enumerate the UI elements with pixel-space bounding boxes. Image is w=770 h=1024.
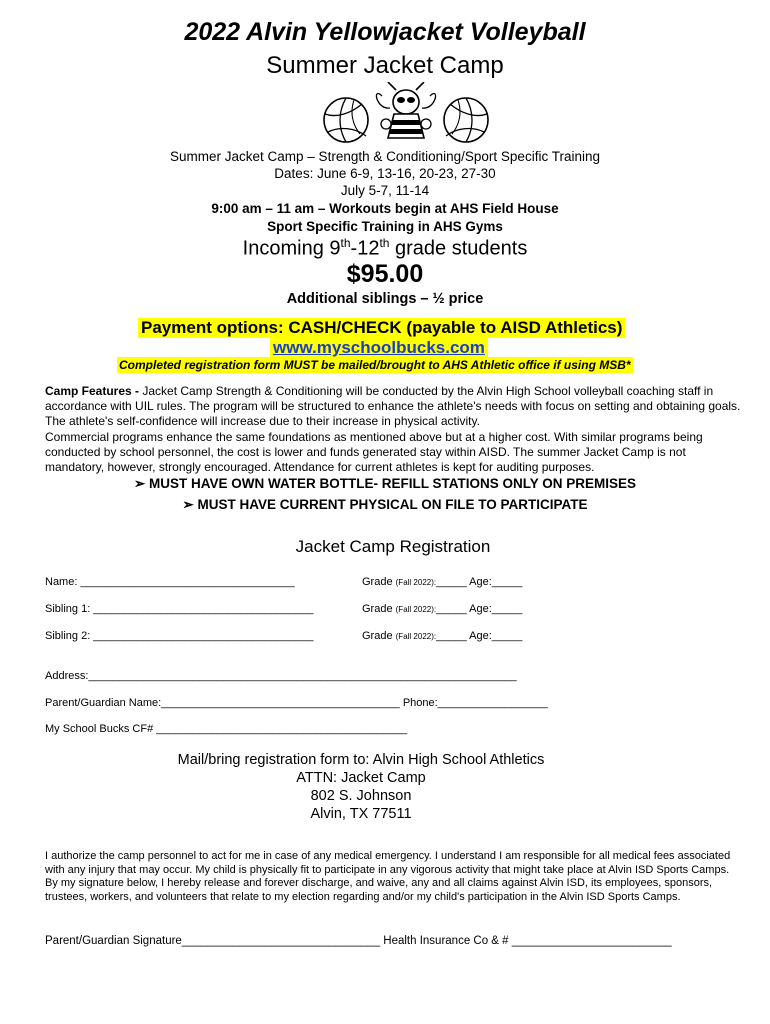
sibling-discount: Additional siblings – ½ price — [286, 291, 484, 307]
camp-features-text-2: Commercial programs enhance the same foundations as mentioned above but at a higher cost. With similar programs being conducted by school personnel, the cost is lower and funds generated stay within AISD. The summer Jacket Camp is not mandatory, however, strongly encouraged. Attendance for current athletes is kept for auditing purposes. — [45, 429, 703, 475]
grade-age-field-2[interactable]: Grade (Fall 2022):_____ Age:_____ — [362, 603, 523, 615]
grade-age-field-1[interactable]: Grade (Fall 2022):_____ Age:_____ — [362, 576, 523, 588]
water-bottle-requirement: ➢ MUST HAVE OWN WATER BOTTLE- REFILL STATIONS ONLY ON PREMISES — [133, 476, 637, 491]
camp-features-text: Jacket Camp Strength & Conditioning will be conducted by the Alvin High School volleyball coaching staff in accordance with UIL rules. The program will be structured to enhance the athlete's needs with focus on setting and obtaining goals. The athlete's self-confidence will increase due to their increase in physical activity. — [45, 384, 741, 429]
msb-notice: Completed registration form MUST be mailed/brought to AHS Athletic office if using MSB* — [119, 358, 631, 372]
camp-features-label: Camp Features - — [45, 384, 143, 398]
yellowjacket-mascot-icon — [376, 82, 435, 138]
parent-phone-field[interactable]: Parent/Guardian Name:_______________________________________ Phone:__________________ — [45, 697, 548, 709]
document-subtitle: Summer Jacket Camp — [266, 52, 504, 79]
camp-location: Sport Specific Training in AHS Gyms — [267, 219, 503, 234]
myschoolbucks-link[interactable]: www.myschoolbucks.com — [270, 338, 488, 358]
mail-street: 802 S. Johnson — [310, 788, 412, 804]
physical-requirement: ➢ MUST HAVE CURRENT PHYSICAL ON FILE TO PARTICIPATE — [182, 497, 588, 512]
registration-title: Jacket Camp Registration — [295, 537, 491, 556]
volleyball-icon — [324, 98, 368, 142]
document-title: 2022 Alvin Yellowjacket Volleyball — [184, 18, 586, 46]
payment-options: Payment options: CASH/CHECK (payable to AISD Athletics) — [138, 318, 625, 338]
grade-age-field-3[interactable]: Grade (Fall 2022):_____ Age:_____ — [362, 630, 523, 642]
signature-insurance-field[interactable]: Parent/Guardian Signature_______________________________ Health Insurance Co & # _________________________ — [45, 935, 672, 947]
mail-attn: ATTN: Jacket Camp — [296, 770, 426, 786]
camp-dates-july: July 5-7, 11-14 — [340, 183, 430, 198]
camp-time: 9:00 am – 11 am – Workouts begin at AHS Field House — [211, 201, 559, 216]
mail-to-line: Mail/bring registration form to: Alvin High School Athletics — [177, 752, 545, 768]
camp-features — [45, 384, 745, 475]
volleyball-icon — [444, 98, 488, 142]
authorization-text: I authorize the camp personnel to act for me in case of any medical emergency. I understand I am responsible for all medical fees associated with any injury that may occur. My child is physically fit to participate in any vigorous activity that might take place at Alvin ISD Sports Camps. By my signature below, I hereby release and forever discharge, and waive, any and all claims against Alvin ISD, its employees, sponsors, trustees, workers, and volunteers that relate to my election regarding and/or my child's participation in the Alvin ISD Sports Camps. — [45, 850, 731, 903]
grade-eligibility: Incoming 9th-12th grade students — [242, 236, 528, 260]
camp-dates-june: Dates: June 6-9, 13-16, 20-23, 27-30 — [274, 166, 496, 181]
sibling-2-field[interactable]: Sibling 2: ____________________________________ — [45, 630, 314, 642]
logo-row — [316, 82, 496, 144]
school-bucks-field[interactable]: My School Bucks CF# _________________________________________ — [45, 723, 408, 735]
sibling-1-field[interactable]: Sibling 1: ____________________________________ — [45, 603, 314, 615]
address-field[interactable]: Address:______________________________________________________________________ — [45, 670, 517, 682]
camp-price: $95.00 — [346, 260, 424, 288]
mail-city: Alvin, TX 77511 — [310, 806, 412, 822]
name-field[interactable]: Name: ___________________________________ — [45, 576, 295, 588]
camp-description: Summer Jacket Camp – Strength & Conditioning/Sport Specific Training — [170, 149, 600, 164]
